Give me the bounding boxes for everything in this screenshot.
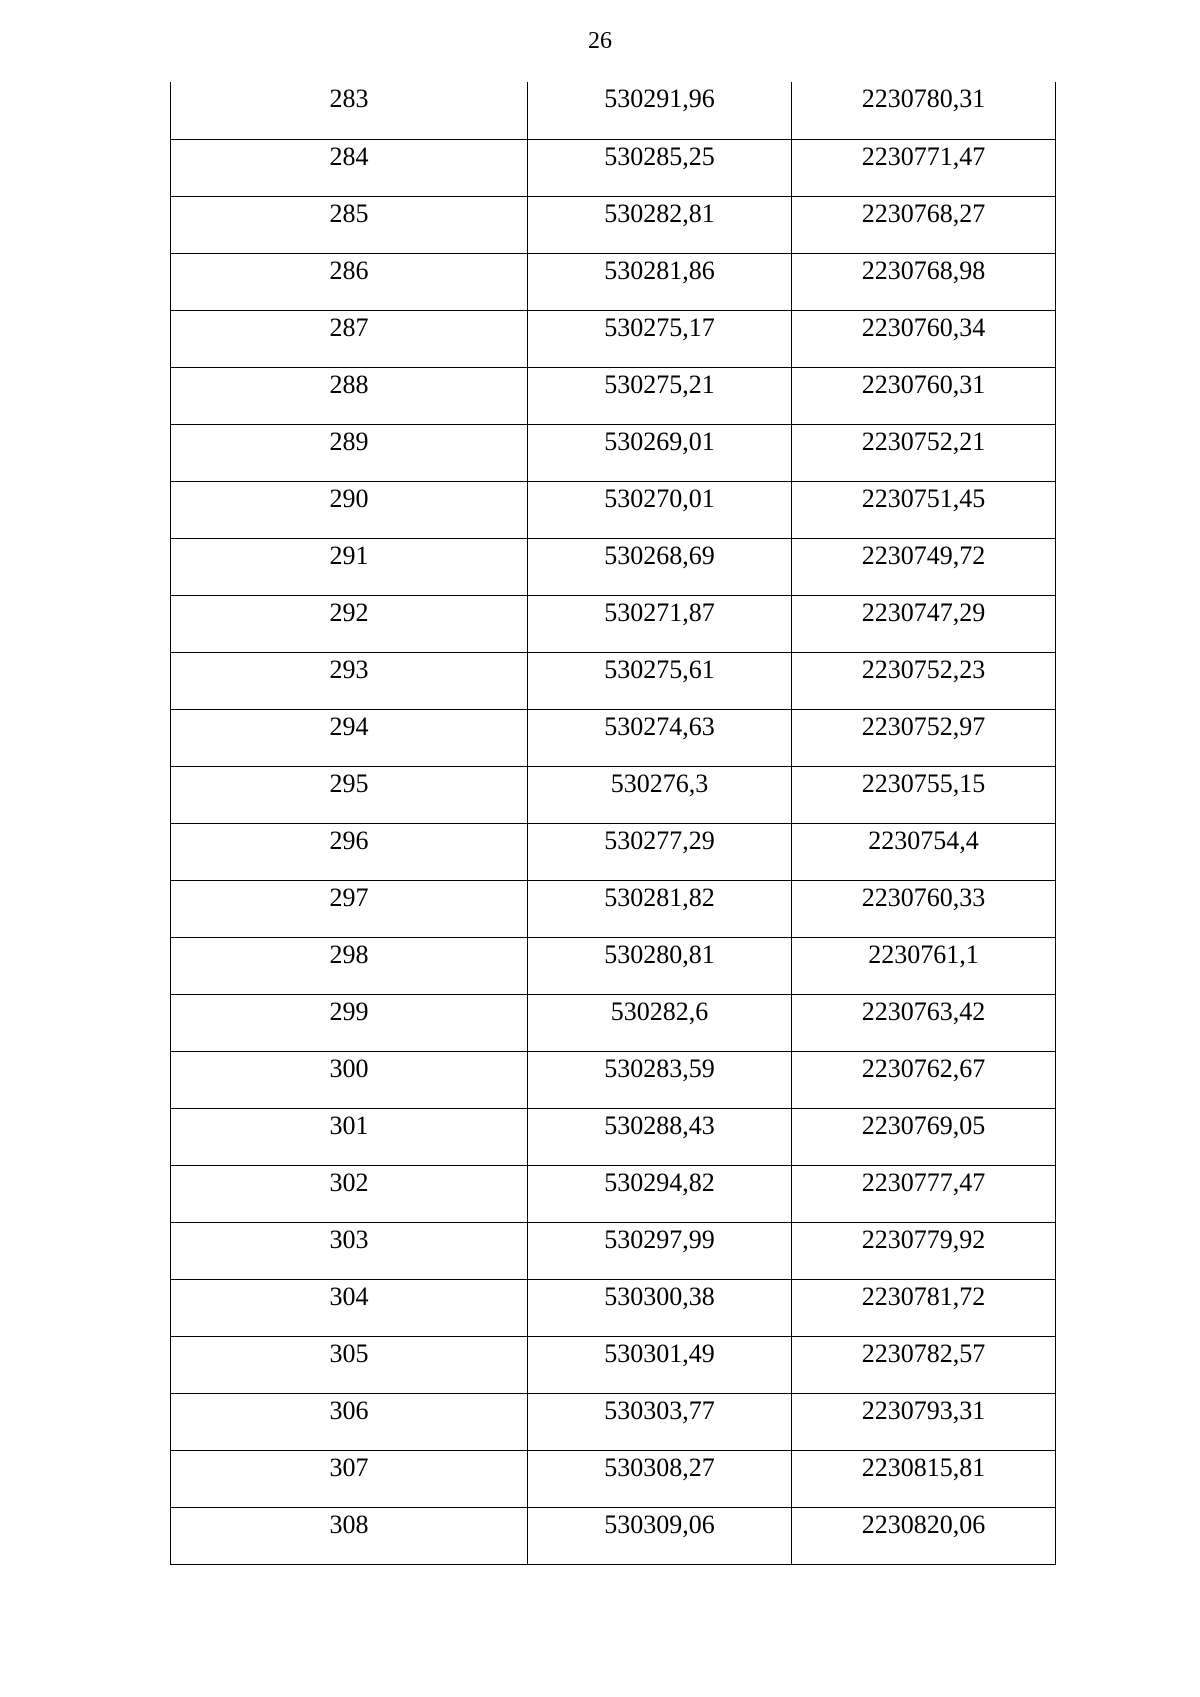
table-row: [171, 652, 1056, 709]
table-row: [171, 1450, 1056, 1507]
table-row: [171, 709, 1056, 766]
x-coordinate-cell: 530285,25: [528, 139, 792, 196]
y-coordinate-cell: 2230771,47: [792, 139, 1056, 196]
table-row: [171, 82, 1056, 139]
point-number-cell: 291: [171, 538, 528, 595]
y-coordinate-cell: 2230820,06: [792, 1507, 1056, 1564]
x-coordinate-cell: 530280,81: [528, 937, 792, 994]
y-coordinate-cell: 2230780,31: [792, 82, 1056, 139]
y-coordinate-cell: 2230779,92: [792, 1222, 1056, 1279]
y-coordinate-cell: 2230751,45: [792, 481, 1056, 538]
point-number-cell: 301: [171, 1108, 528, 1165]
table-row: [171, 310, 1056, 367]
point-number-cell: 298: [171, 937, 528, 994]
x-coordinate-cell: 530275,61: [528, 652, 792, 709]
point-number-cell: 305: [171, 1336, 528, 1393]
coordinates-table: [170, 82, 1056, 1565]
point-number-cell: 297: [171, 880, 528, 937]
x-coordinate-cell: 530300,38: [528, 1279, 792, 1336]
y-coordinate-cell: 2230777,47: [792, 1165, 1056, 1222]
point-number-cell: 292: [171, 595, 528, 652]
table-row: [171, 424, 1056, 481]
x-coordinate-cell: 530303,77: [528, 1393, 792, 1450]
table-row: [171, 937, 1056, 994]
point-number-cell: 288: [171, 367, 528, 424]
y-coordinate-cell: 2230747,29: [792, 595, 1056, 652]
point-number-cell: 284: [171, 139, 528, 196]
x-coordinate-cell: 530309,06: [528, 1507, 792, 1564]
x-coordinate-cell: 530274,63: [528, 709, 792, 766]
y-coordinate-cell: 2230752,23: [792, 652, 1056, 709]
y-coordinate-cell: 2230768,98: [792, 253, 1056, 310]
table-row: [171, 766, 1056, 823]
point-number-cell: 299: [171, 994, 528, 1051]
x-coordinate-cell: 530268,69: [528, 538, 792, 595]
table-row: [171, 1222, 1056, 1279]
x-coordinate-cell: 530282,81: [528, 196, 792, 253]
table-row: [171, 1051, 1056, 1108]
x-coordinate-cell: 530270,01: [528, 481, 792, 538]
table-row: [171, 253, 1056, 310]
y-coordinate-cell: 2230781,72: [792, 1279, 1056, 1336]
y-coordinate-cell: 2230760,34: [792, 310, 1056, 367]
table-row: [171, 823, 1056, 880]
table-row: [171, 880, 1056, 937]
y-coordinate-cell: 2230763,42: [792, 994, 1056, 1051]
point-number-cell: 302: [171, 1165, 528, 1222]
x-coordinate-cell: 530277,29: [528, 823, 792, 880]
x-coordinate-cell: 530281,82: [528, 880, 792, 937]
point-number-cell: 290: [171, 481, 528, 538]
coordinates-table-body: [171, 82, 1056, 1564]
y-coordinate-cell: 2230749,72: [792, 538, 1056, 595]
x-coordinate-cell: 530269,01: [528, 424, 792, 481]
point-number-cell: 303: [171, 1222, 528, 1279]
page-number: 26: [588, 28, 612, 54]
point-number-cell: 293: [171, 652, 528, 709]
point-number-cell: 296: [171, 823, 528, 880]
table-row: [171, 1165, 1056, 1222]
x-coordinate-cell: 530282,6: [528, 994, 792, 1051]
point-number-cell: 295: [171, 766, 528, 823]
y-coordinate-cell: 2230768,27: [792, 196, 1056, 253]
x-coordinate-cell: 530291,96: [528, 82, 792, 139]
point-number-cell: 287: [171, 310, 528, 367]
table-row: [171, 139, 1056, 196]
x-coordinate-cell: 530308,27: [528, 1450, 792, 1507]
table-row: [171, 994, 1056, 1051]
table-row: [171, 1336, 1056, 1393]
table-row: [171, 196, 1056, 253]
x-coordinate-cell: 530271,87: [528, 595, 792, 652]
y-coordinate-cell: 2230793,31: [792, 1393, 1056, 1450]
y-coordinate-cell: 2230761,1: [792, 937, 1056, 994]
y-coordinate-cell: 2230754,4: [792, 823, 1056, 880]
y-coordinate-cell: 2230755,15: [792, 766, 1056, 823]
y-coordinate-cell: 2230782,57: [792, 1336, 1056, 1393]
table-row: [171, 1279, 1056, 1336]
x-coordinate-cell: 530275,17: [528, 310, 792, 367]
point-number-cell: 285: [171, 196, 528, 253]
y-coordinate-cell: 2230769,05: [792, 1108, 1056, 1165]
y-coordinate-cell: 2230815,81: [792, 1450, 1056, 1507]
x-coordinate-cell: 530297,99: [528, 1222, 792, 1279]
point-number-cell: 304: [171, 1279, 528, 1336]
point-number-cell: 308: [171, 1507, 528, 1564]
point-number-cell: 306: [171, 1393, 528, 1450]
x-coordinate-cell: 530288,43: [528, 1108, 792, 1165]
y-coordinate-cell: 2230752,21: [792, 424, 1056, 481]
y-coordinate-cell: 2230762,67: [792, 1051, 1056, 1108]
point-number-cell: 289: [171, 424, 528, 481]
table-row: [171, 538, 1056, 595]
x-coordinate-cell: 530283,59: [528, 1051, 792, 1108]
table-row: [171, 1393, 1056, 1450]
x-coordinate-cell: 530301,49: [528, 1336, 792, 1393]
table-row: [171, 1108, 1056, 1165]
table-row: [171, 367, 1056, 424]
table-row: [171, 1507, 1056, 1564]
x-coordinate-cell: 530276,3: [528, 766, 792, 823]
x-coordinate-cell: 530281,86: [528, 253, 792, 310]
point-number-cell: 300: [171, 1051, 528, 1108]
x-coordinate-cell: 530275,21: [528, 367, 792, 424]
y-coordinate-cell: 2230760,31: [792, 367, 1056, 424]
point-number-cell: 283: [171, 82, 528, 139]
y-coordinate-cell: 2230752,97: [792, 709, 1056, 766]
point-number-cell: 286: [171, 253, 528, 310]
point-number-cell: 307: [171, 1450, 528, 1507]
x-coordinate-cell: 530294,82: [528, 1165, 792, 1222]
table-row: [171, 481, 1056, 538]
y-coordinate-cell: 2230760,33: [792, 880, 1056, 937]
table-row: [171, 595, 1056, 652]
point-number-cell: 294: [171, 709, 528, 766]
